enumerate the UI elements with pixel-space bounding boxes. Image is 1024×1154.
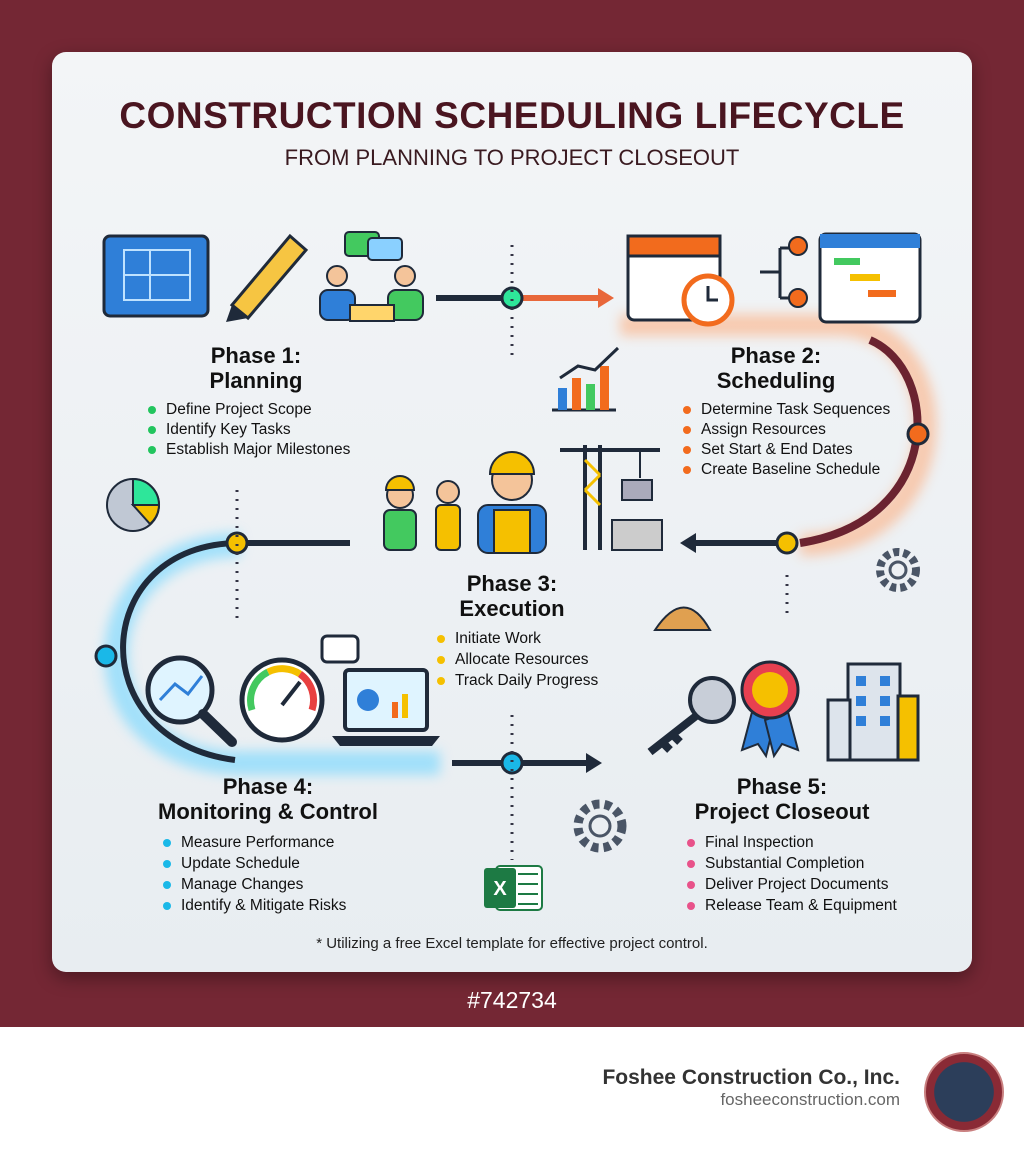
list-item: Identify & Mitigate Risks (163, 896, 346, 917)
list-item: Measure Performance (163, 833, 346, 854)
footnote: * Utilizing a free Excel template for effective project control. (316, 935, 708, 952)
phase-number: Phase 2: (730, 343, 822, 368)
dirt-pile-icon (655, 608, 710, 631)
phase-name: Project Closeout (694, 799, 870, 824)
phase-2-tasks (683, 400, 890, 480)
phase-name: Planning (209, 368, 303, 393)
list-item: Create Baseline Schedule (683, 460, 890, 480)
gear-icon-bottom (578, 804, 622, 848)
list-item: Update Schedule (163, 854, 346, 875)
bar-chart-icon (552, 348, 618, 410)
list-item: Assign Resources (683, 420, 890, 440)
pencil-icon (226, 236, 306, 322)
list-item: Allocate Resources (437, 650, 598, 671)
phase-5-heading (632, 774, 932, 824)
phase-3-tasks (437, 629, 598, 692)
building-icon (828, 664, 918, 760)
chat-bubble-icon (322, 636, 358, 662)
calendar-clock-icon (628, 236, 732, 324)
page-title: CONSTRUCTION SCHEDULING LIFECYCLE (119, 95, 905, 136)
phase-1-tasks (148, 400, 350, 460)
list-item: Initiate Work (437, 629, 598, 650)
list-item: Identify Key Tasks (148, 420, 350, 440)
svg-text:X: X (493, 878, 507, 900)
list-item: Deliver Project Documents (687, 875, 897, 896)
key-icon (650, 678, 734, 752)
phase-name: Scheduling (716, 368, 836, 393)
company-url[interactable]: fosheeconstruction.com (720, 1090, 900, 1109)
laptop-dashboard-icon (332, 670, 440, 746)
phase-number: Phase 3: (466, 571, 558, 596)
phase-2-heading (626, 343, 926, 393)
list-item: Track Daily Progress (437, 671, 598, 692)
phase-number: Phase 4: (222, 774, 314, 799)
list-item: Determine Task Sequences (683, 400, 890, 420)
team-meeting-icon (320, 232, 423, 321)
award-ribbon-icon (742, 662, 798, 756)
phase-3-heading (362, 571, 662, 621)
flowchart-icon (760, 237, 807, 307)
arrow-planning-to-scheduling (436, 288, 614, 308)
phase-name: Execution (459, 596, 565, 621)
phase-number: Phase 1: (210, 343, 302, 368)
gantt-chart-icon (820, 234, 920, 322)
pie-chart-icon (107, 479, 159, 531)
gauge-icon (242, 660, 322, 740)
list-item: Substantial Completion (687, 854, 897, 875)
phase-1-heading (106, 343, 406, 393)
list-item: Define Project Scope (148, 400, 350, 420)
list-item: Final Inspection (687, 833, 897, 854)
blueprint-icon (104, 236, 208, 316)
phase-number: Phase 5: (736, 774, 828, 799)
phase-5-tasks (687, 833, 897, 917)
list-item: Set Start & End Dates (683, 440, 890, 460)
phase-name: Monitoring & Control (158, 799, 378, 824)
phase-4-heading (118, 774, 418, 824)
gear-icon (880, 552, 916, 588)
company-name: Foshee Construction Co., Inc. (602, 1066, 900, 1089)
list-item: Release Team & Equipment (687, 896, 897, 917)
phase-4-tasks (163, 833, 346, 917)
page-subtitle: FROM PLANNING TO PROJECT CLOSEOUT (284, 145, 740, 170)
arrow-monitoring-to-closeout (452, 753, 602, 773)
list-item: Manage Changes (163, 875, 346, 896)
color-code: #742734 (467, 987, 557, 1013)
excel-icon (484, 866, 542, 910)
company-logo (924, 1052, 1004, 1132)
list-item: Establish Major Milestones (148, 440, 350, 460)
